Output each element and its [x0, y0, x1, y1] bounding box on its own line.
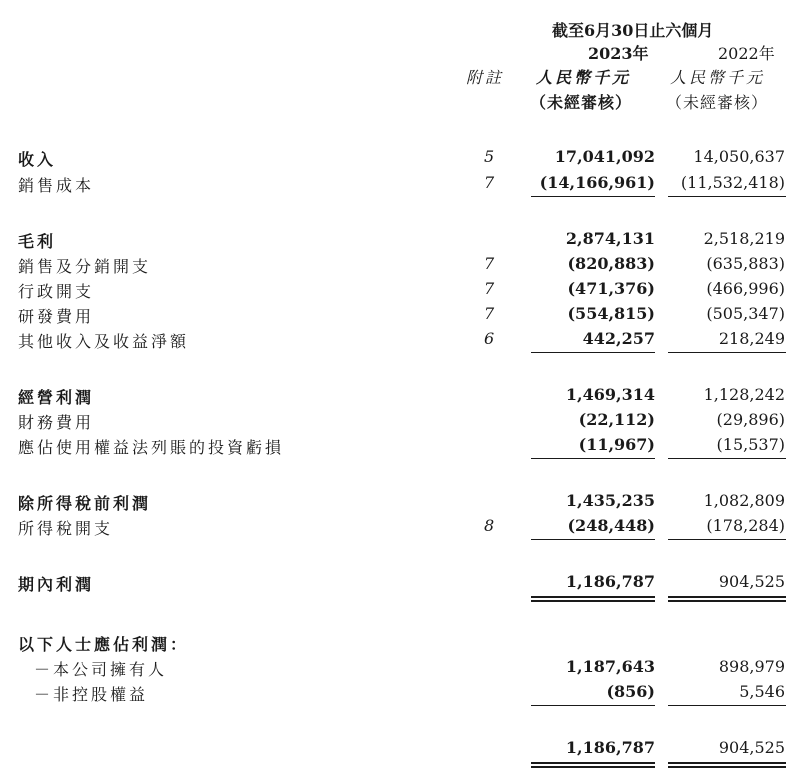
total-double-rule [531, 766, 655, 768]
value-2022: (505,347) [706, 304, 785, 323]
row-note: 6 [484, 329, 495, 348]
value-2023: (11,967) [578, 435, 655, 454]
total-double-rule [668, 766, 786, 768]
subtotal-rule [668, 196, 786, 197]
row-label-owners: －本公司擁有人 [34, 660, 168, 679]
value-2022-total: 904,525 [718, 738, 785, 757]
row-label-share-of-losses: 應佔使用權益法列賬的投資虧損 [18, 438, 285, 457]
value-2022: 904,525 [718, 572, 785, 591]
subtotal-rule [531, 539, 655, 540]
value-2023: 1,186,787 [565, 572, 655, 591]
total-double-rule [531, 762, 655, 764]
row-note: 7 [484, 279, 495, 298]
row-label-profit-before-tax: 除所得稅前利潤 [18, 494, 152, 513]
value-2022: 898,979 [718, 657, 785, 676]
period-heading: 截至6月30日止六個月 [552, 21, 714, 40]
value-2023: (554,815) [567, 304, 655, 323]
value-2022: (178,284) [706, 516, 785, 535]
audit-2022-heading: （未經審核） [666, 93, 769, 112]
row-note: 8 [484, 516, 495, 535]
value-2023: 442,257 [582, 329, 655, 348]
value-2022: 2,518,219 [703, 229, 785, 248]
audit-2023-heading: （未經審核） [530, 93, 633, 112]
subtotal-rule [531, 196, 655, 197]
total-double-rule [531, 600, 655, 602]
total-double-rule [668, 596, 786, 598]
row-label-operating-profit: 經營利潤 [18, 388, 95, 407]
row-label-selling-expenses: 銷售及分銷開支 [18, 257, 152, 276]
value-2023: (820,883) [567, 254, 655, 273]
row-label-revenue: 收入 [18, 150, 57, 169]
row-note: 7 [484, 173, 495, 192]
row-label-non-controlling: －非控股權益 [34, 685, 149, 704]
unit-2022-heading: 人民幣千元 [670, 68, 766, 87]
subtotal-rule [531, 458, 655, 459]
value-2022: (466,996) [706, 279, 785, 298]
value-2022: 5,546 [739, 682, 785, 701]
row-label-other-income: 其他收入及收益淨額 [18, 332, 190, 351]
row-label-cost-of-sales: 銷售成本 [18, 176, 95, 195]
year-2022-heading: 2022年 [718, 44, 775, 63]
subtotal-rule [531, 352, 655, 353]
row-note: 7 [484, 304, 495, 323]
value-2022: (635,883) [706, 254, 785, 273]
value-2022: 14,050,637 [693, 147, 785, 166]
value-2023: 2,874,131 [565, 229, 655, 248]
unit-2023-heading: 人民幣千元 [536, 68, 632, 87]
subtotal-rule [668, 705, 786, 706]
value-2023: 1,435,235 [565, 491, 655, 510]
value-2022: 1,082,809 [703, 491, 785, 510]
value-2023: 1,187,643 [565, 657, 655, 676]
row-note: 7 [484, 254, 495, 273]
total-double-rule [531, 596, 655, 598]
row-label-gross-profit: 毛利 [18, 232, 57, 251]
value-2023: (248,448) [567, 516, 655, 535]
value-2022: (11,532,418) [680, 173, 785, 192]
value-2022: 218,249 [718, 329, 785, 348]
row-label-attributable-to: 以下人士應佔利潤： [18, 635, 190, 654]
row-label-admin-expenses: 行政開支 [18, 282, 95, 301]
value-2023: 1,469,314 [565, 385, 655, 404]
total-double-rule [668, 762, 786, 764]
value-2022: (15,537) [716, 435, 785, 454]
value-2023: (14,166,961) [539, 173, 655, 192]
value-2023-total: 1,186,787 [565, 738, 655, 757]
row-label-rnd-expenses: 研發費用 [18, 307, 95, 326]
subtotal-rule [668, 352, 786, 353]
year-2023-heading: 2023年 [588, 44, 649, 63]
subtotal-rule [668, 539, 786, 540]
total-double-rule [668, 600, 786, 602]
value-2022: 1,128,242 [703, 385, 785, 404]
value-2023: (471,376) [567, 279, 655, 298]
subtotal-rule [668, 458, 786, 459]
value-2022: (29,896) [716, 410, 785, 429]
row-label-income-tax: 所得稅開支 [18, 519, 114, 538]
row-label-profit-for-period: 期內利潤 [18, 575, 95, 594]
value-2023: (856) [606, 682, 655, 701]
note-heading: 附註 [466, 68, 505, 87]
subtotal-rule [531, 705, 655, 706]
row-note: 5 [484, 147, 495, 166]
row-label-finance-costs: 財務費用 [18, 413, 95, 432]
value-2023: (22,112) [578, 410, 655, 429]
value-2023: 17,041,092 [554, 147, 655, 166]
